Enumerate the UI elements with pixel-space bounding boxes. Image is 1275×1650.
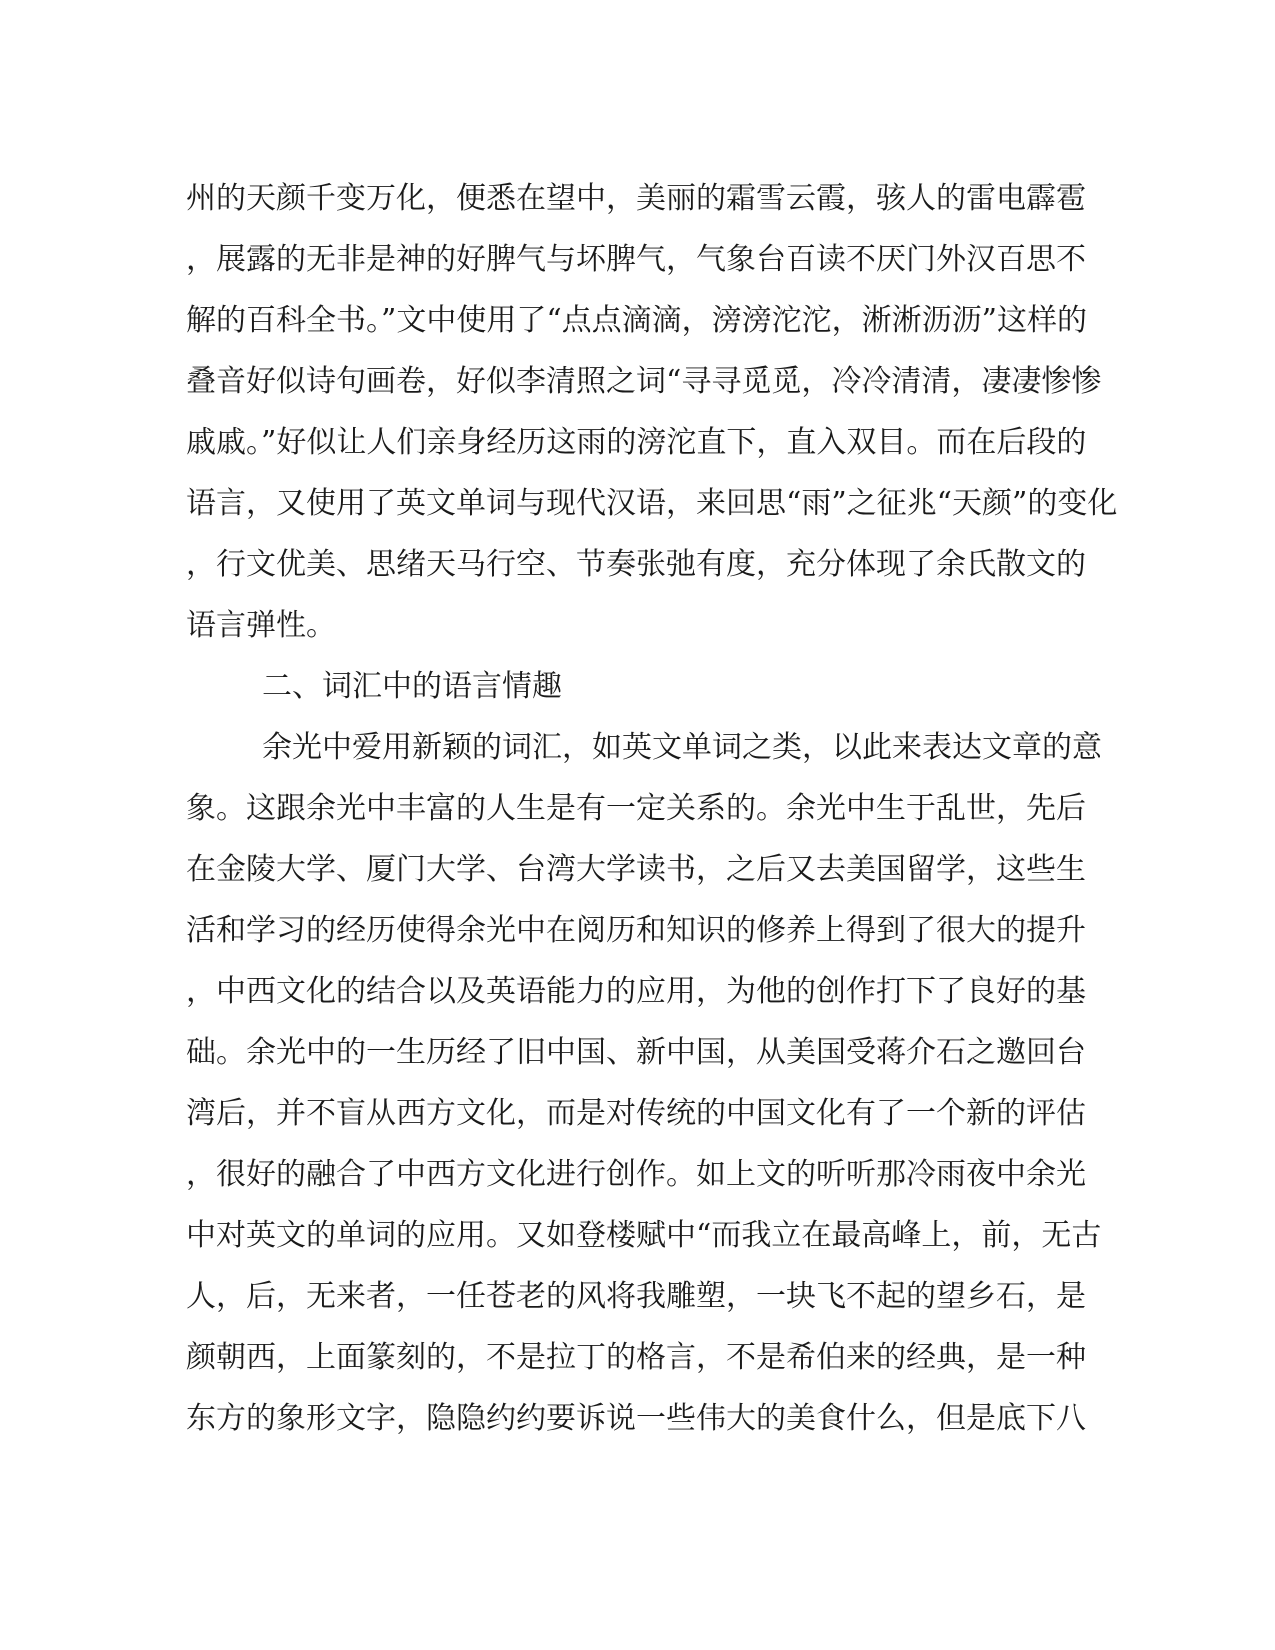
section-heading: 二、词汇中的语言情趣 bbox=[262, 669, 562, 704]
text-line: ，中西文化的结合以及英语能力的应用，为他的创作打下了良好的基 bbox=[186, 974, 1086, 1009]
text-line: 在金陵大学、厦门大学、台湾大学读书，之后又去美国留学，这些生 bbox=[186, 852, 1086, 887]
text-line: 中对英文的单词的应用。又如登楼赋中“而我立在最高峰上，前，无古 bbox=[186, 1218, 1102, 1253]
text-line: 颜朝西，上面篆刻的，不是拉丁的格言，不是希伯来的经典，是一种 bbox=[186, 1340, 1086, 1375]
text-line: 余光中爱用新颖的词汇，如英文单词之类，以此来表达文章的意 bbox=[262, 730, 1102, 765]
text-line: ，很好的融合了中西方文化进行创作。如上文的听听那冷雨夜中余光 bbox=[186, 1157, 1086, 1192]
text-line: 础。余光中的一生历经了旧中国、新中国，从美国受蒋介石之邀回台 bbox=[186, 1035, 1086, 1070]
paragraph-2 bbox=[186, 717, 1102, 1449]
text-line: 湾后，并不盲从西方文化，而是对传统的中国文化有了一个新的评估 bbox=[186, 1096, 1086, 1131]
text-line: 语言弹性。 bbox=[186, 608, 336, 643]
text-line: 州的天颜千变万化，便悉在望中，美丽的霜雪云霞，骇人的雷电霹雹 bbox=[186, 181, 1086, 216]
text-line: 戚戚。”好似让人们亲身经历这雨的滂沱直下，直入双目。而在后段的 bbox=[186, 425, 1087, 460]
text-line: 东方的象形文字，隐隐约约要诉说一些伟大的美食什么，但是底下八 bbox=[186, 1401, 1086, 1436]
text-line: 语言，又使用了英文单词与现代汉语，来回思“雨”之征兆“天颜”的变化 bbox=[186, 486, 1118, 521]
text-line: ，展露的无非是神的好脾气与坏脾气，气象台百读不厌门外汉百思不 bbox=[186, 242, 1086, 277]
text-line: ，行文优美、思绪天马行空、节奏张弛有度，充分体现了余氏散文的 bbox=[186, 547, 1086, 582]
text-line: 象。这跟余光中丰富的人生是有一定关系的。余光中生于乱世，先后 bbox=[186, 791, 1086, 826]
text-line: 人，后，无来者，一任苍老的风将我雕塑，一块飞不起的望乡石，是 bbox=[186, 1279, 1086, 1314]
paragraph-1 bbox=[186, 168, 1118, 656]
text-line: 活和学习的经历使得余光中在阅历和知识的修养上得到了很大的提升 bbox=[186, 913, 1086, 948]
text-line: 叠音好似诗句画卷，好似李清照之词“寻寻觅觅，冷冷清清，凄凄惨惨 bbox=[186, 364, 1102, 399]
text-line: 解的百科全书。”文中使用了“点点滴滴，滂滂沱沱，淅淅沥沥”这样的 bbox=[186, 303, 1088, 338]
document-body bbox=[186, 168, 1118, 1449]
